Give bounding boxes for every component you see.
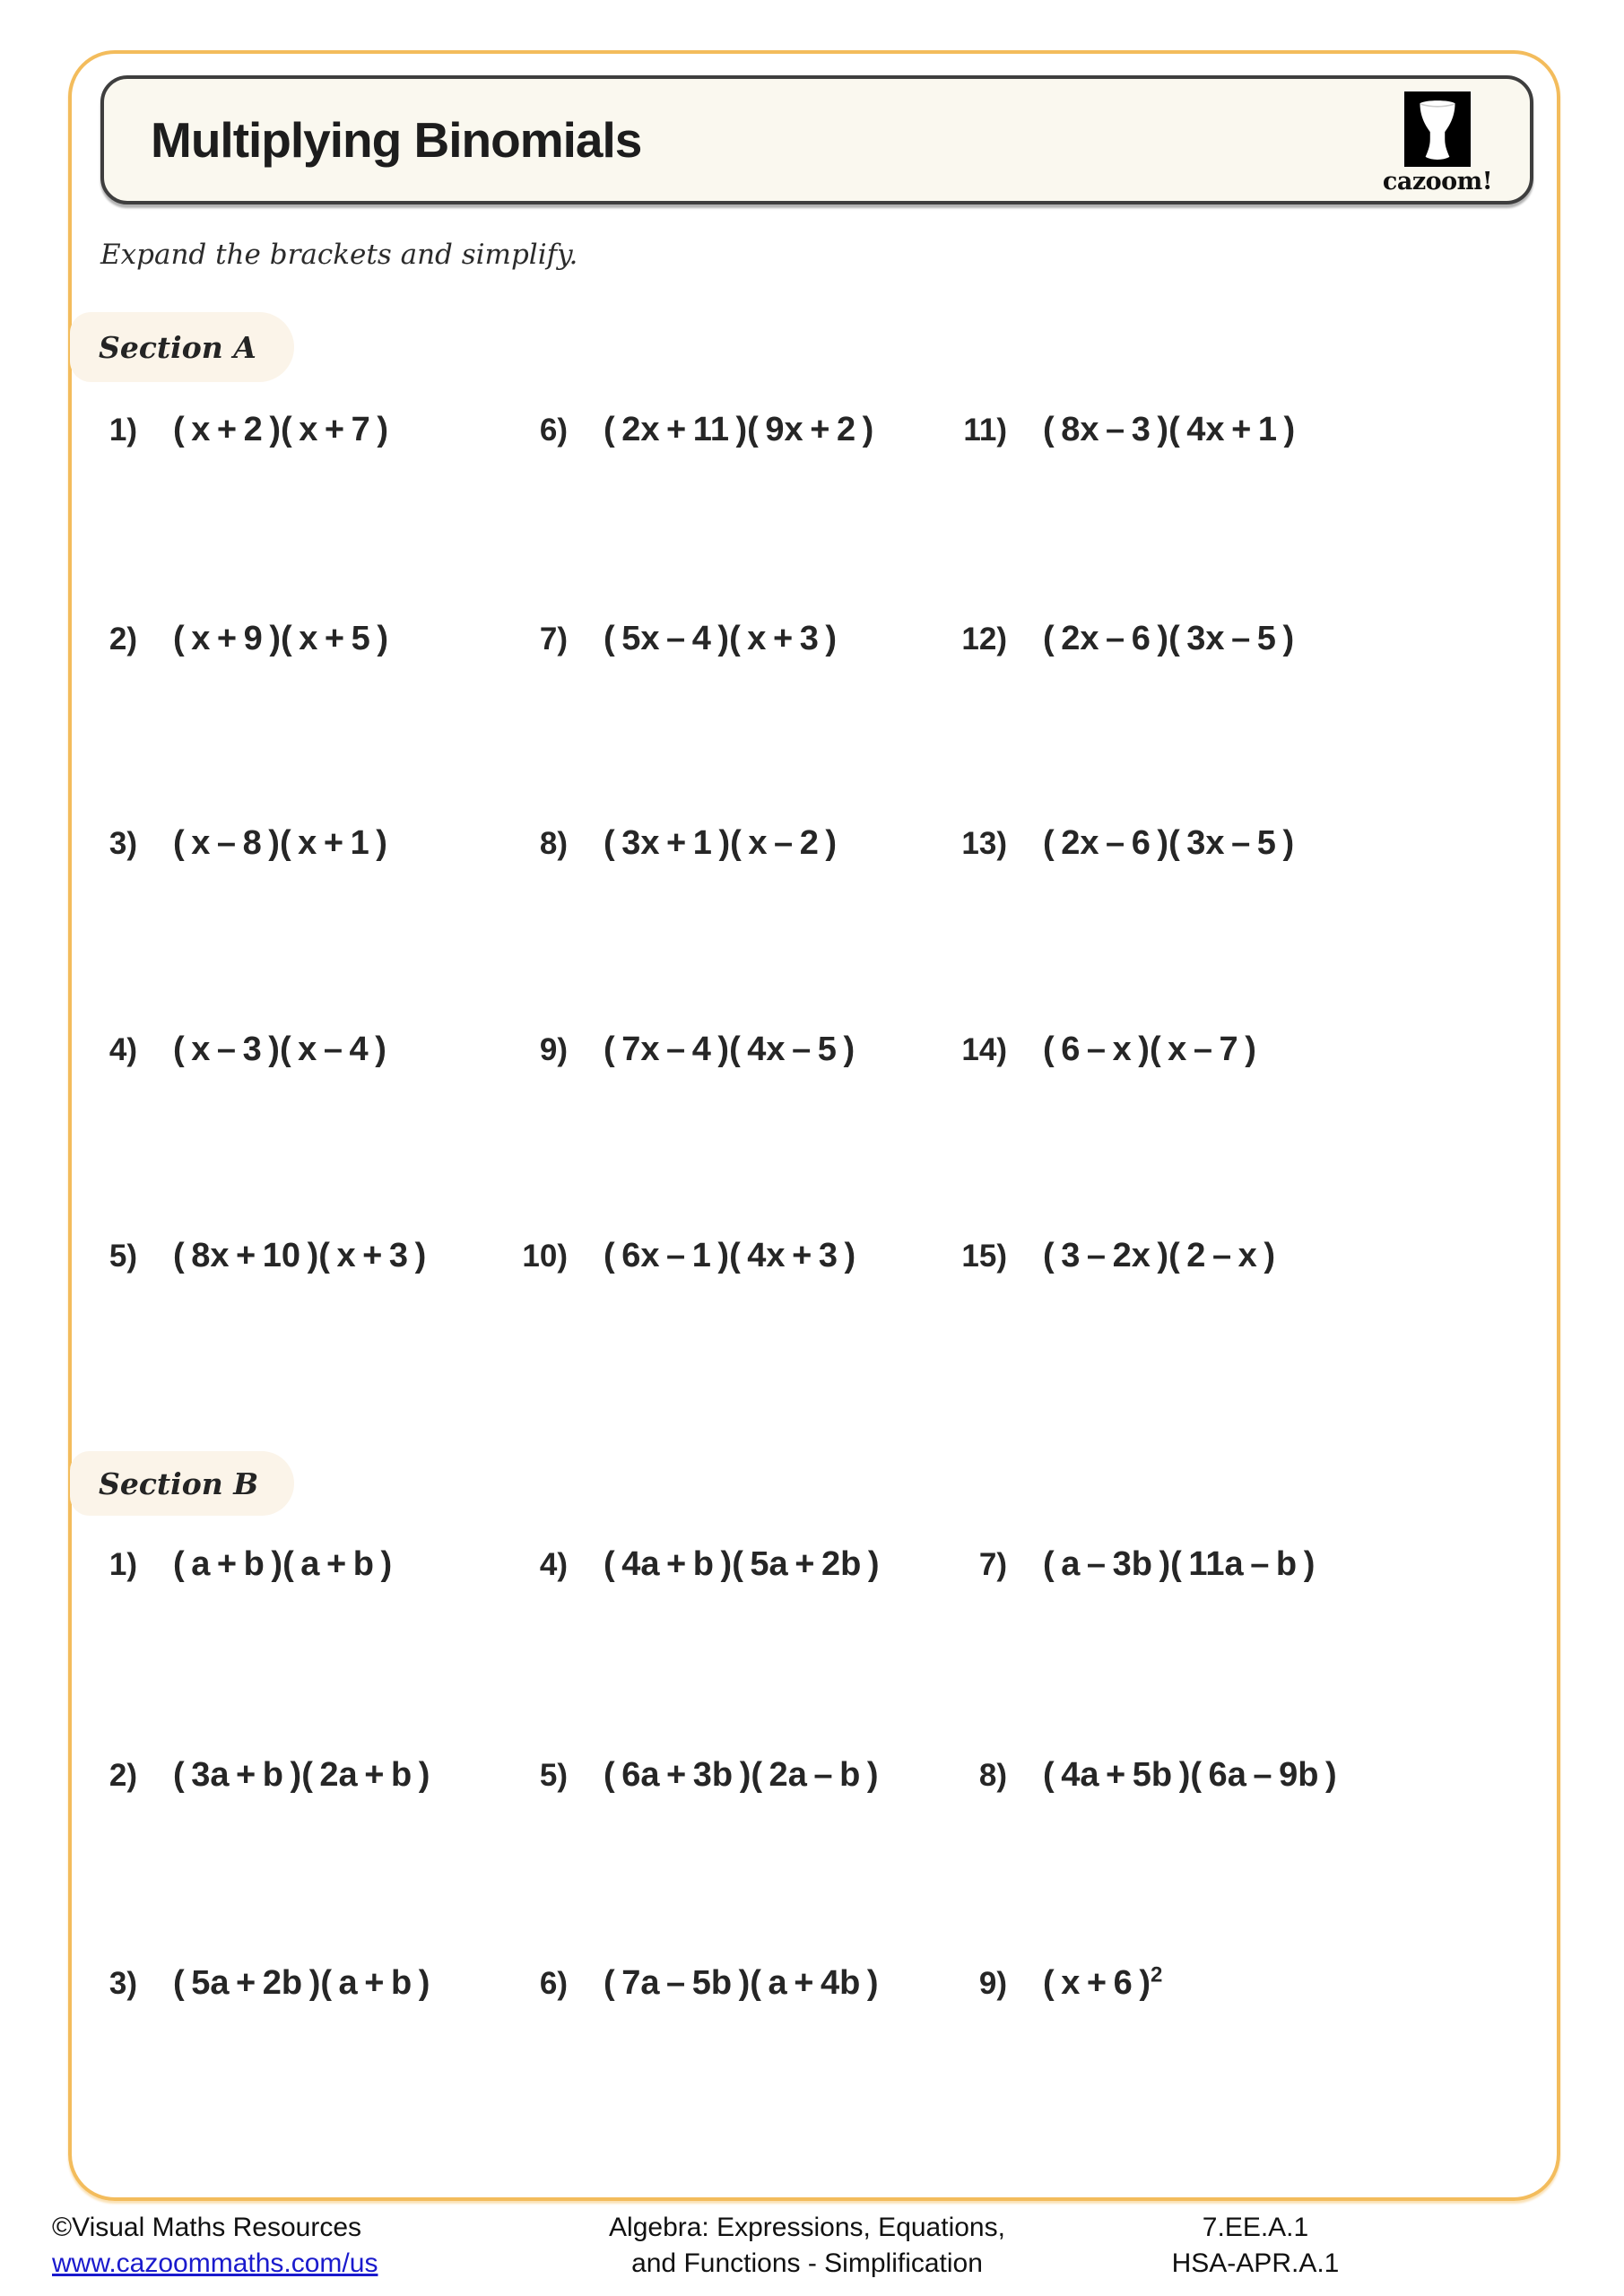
problem-number: 2) [109, 622, 137, 657]
footer-topic [448, 2210, 1166, 2282]
problem-number: 3) [109, 1966, 137, 2001]
problem-number: 4) [109, 1032, 137, 1067]
problem-b-5 [516, 1753, 879, 1797]
problem-a-10 [516, 1234, 855, 1278]
problem-number: 13) [961, 826, 1007, 861]
problem-number: 8) [539, 826, 568, 861]
topic-line-2: and Functions - Simplification [631, 2248, 983, 2278]
problem-a-14 [955, 1028, 1256, 1072]
problem-expression: ( x + 2 )( x + 7 ) [173, 411, 388, 448]
djembe-drum-icon [1404, 91, 1471, 167]
problem-expression: ( 2x – 6 )( 3x – 5 ) [1043, 620, 1295, 657]
problem-expression: ( 5x – 4 )( x + 3 ) [604, 620, 838, 657]
problem-b-1 [85, 1543, 392, 1587]
problem-number: 8) [978, 1758, 1007, 1793]
problem-a-5 [85, 1234, 426, 1278]
copyright-text: ©Visual Maths Resources [52, 2213, 362, 2242]
problem-b-8 [955, 1753, 1337, 1797]
problem-b-7 [955, 1543, 1315, 1587]
problem-number: 1) [109, 413, 137, 448]
problem-number: 9) [539, 1032, 568, 1067]
footer-standards [1121, 2210, 1390, 2282]
problem-a-13 [955, 822, 1294, 865]
problem-a-1 [85, 408, 388, 452]
problem-expression: ( 3x + 1 )( x – 2 ) [604, 824, 838, 862]
problem-expression: ( 4a + b )( 5a + 2b ) [604, 1545, 880, 1583]
exponent: 2 [1151, 1962, 1163, 1987]
problem-number: 3) [109, 826, 137, 861]
instruction-text: Expand the brackets and simplify. [100, 239, 578, 271]
problem-a-7 [516, 617, 837, 661]
problem-number: 5) [109, 1239, 137, 1274]
problem-a-12 [955, 617, 1294, 661]
problem-number: 9) [978, 1966, 1007, 2001]
problem-number: 2) [109, 1758, 137, 1793]
problem-expression: ( 6 – x )( x – 7 ) [1043, 1031, 1256, 1068]
problem-number: 15) [961, 1239, 1007, 1274]
problem-number: 11) [963, 413, 1007, 448]
problem-b-2 [85, 1753, 430, 1797]
problem-expression: ( 6x – 1 )( 4x + 3 ) [604, 1237, 856, 1274]
problem-expression: ( 3 – 2x )( 2 – x ) [1043, 1237, 1276, 1274]
website-link[interactable]: www.cazoommaths.com/us [52, 2248, 378, 2278]
problem-expression: ( 5a + 2b )( a + b ) [173, 1964, 430, 2002]
problem-b-4 [516, 1543, 880, 1587]
brand-name: cazoom! [1382, 168, 1493, 196]
problem-a-8 [516, 822, 837, 865]
problem-expression: ( 3a + b )( 2a + b ) [173, 1756, 430, 1794]
worksheet-border [68, 50, 1560, 2201]
problem-number: 14) [961, 1032, 1007, 1067]
problem-expression: ( x + 9 )( x + 5 ) [173, 620, 388, 657]
problem-expression: ( 7a – 5b )( a + 4b ) [604, 1964, 879, 2002]
problem-expression: ( x – 8 )( x + 1 ) [173, 824, 387, 862]
title-panel [100, 75, 1533, 204]
footer-attribution [52, 2210, 378, 2282]
problem-number: 6) [539, 413, 568, 448]
problem-expression: ( a + b )( a + b ) [173, 1545, 393, 1583]
problem-b-6 [516, 1961, 879, 2005]
problem-expression: ( 7x – 4 )( 4x – 5 ) [604, 1031, 855, 1068]
problem-expression: ( 8x – 3 )( 4x + 1 ) [1043, 411, 1296, 448]
problem-a-15 [955, 1234, 1275, 1278]
standard-code-2: HSA-APR.A.1 [1171, 2248, 1340, 2278]
section-b-label: Section B [70, 1451, 294, 1516]
problem-expression: ( 2x – 6 )( 3x – 5 ) [1043, 824, 1295, 862]
problem-number: 4) [539, 1547, 568, 1582]
problem-number: 10) [522, 1239, 568, 1274]
problem-number: 1) [109, 1547, 137, 1582]
problem-expression: ( a – 3b )( 11a – b ) [1043, 1545, 1316, 1583]
problem-expression: ( x + 6 )$^2$ [1043, 1962, 1163, 2002]
problem-number: 5) [539, 1758, 568, 1793]
problem-b-9 [955, 1961, 1162, 2005]
page-title: Multiplying Binomials [151, 112, 642, 168]
section-a-label: Section A [70, 312, 294, 382]
problem-expression: ( x – 3 )( x – 4 ) [173, 1031, 386, 1068]
problem-expression: ( 8x + 10 )( x + 3 ) [173, 1237, 427, 1274]
problem-expression: ( 6a + 3b )( 2a – b ) [604, 1756, 879, 1794]
problem-a-6 [516, 408, 873, 452]
problem-number: 7) [978, 1547, 1007, 1582]
problem-number: 7) [539, 622, 568, 657]
problem-a-2 [85, 617, 388, 661]
problem-expression: ( 2x + 11 )( 9x + 2 ) [604, 411, 874, 448]
problem-a-4 [85, 1028, 386, 1072]
topic-line-1: Algebra: Expressions, Equations, [609, 2213, 1005, 2242]
problem-number: 12) [961, 622, 1007, 657]
standard-code-1: 7.EE.A.1 [1202, 2213, 1309, 2242]
problem-b-3 [85, 1961, 430, 2005]
problem-a-11 [955, 408, 1295, 452]
problem-number: 6) [539, 1966, 568, 2001]
problem-a-9 [516, 1028, 855, 1072]
problem-a-3 [85, 822, 387, 865]
problem-expression: ( 4a + 5b )( 6a – 9b ) [1043, 1756, 1337, 1794]
brand-logo [1370, 91, 1505, 196]
